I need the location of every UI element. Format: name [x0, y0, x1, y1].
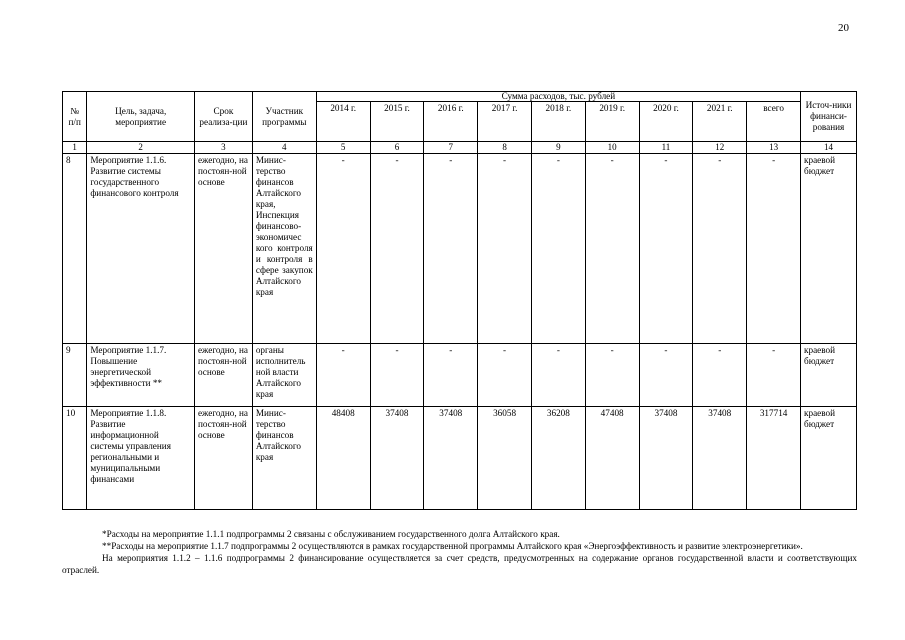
row-value: 36208 [531, 407, 585, 510]
row-participant: органы исполнитель ной власти Алтайского края [252, 344, 316, 407]
row-value: 36058 [478, 407, 532, 510]
header-year: 2015 г. [370, 102, 424, 142]
row-value: - [478, 154, 532, 344]
table-row [63, 344, 857, 407]
row-term: ежегодно, на постоян-ной основе [194, 344, 252, 407]
table-row [63, 407, 857, 510]
footnote: *Расходы на мероприятие 1.1.1 подпрограммы 2 связаны с обслуживанием государственного долга Алтайского края. [102, 529, 560, 539]
row-value: 37408 [693, 407, 747, 510]
row-source: краевой бюджет [801, 344, 857, 407]
row-value: 37408 [424, 407, 478, 510]
row-value: - [693, 344, 747, 407]
column-number: 4 [252, 142, 316, 154]
column-number: 13 [747, 142, 801, 154]
row-value: - [316, 344, 370, 407]
row-value: - [585, 154, 639, 344]
row-value-total: - [747, 154, 801, 344]
row-value: - [370, 154, 424, 344]
row-value: - [639, 344, 693, 407]
header-year: 2021 г. [693, 102, 747, 142]
footnote: На мероприятия 1.1.2 – 1.1.6 подпрограммы 2 финансирование осуществляется за счет средств, предусмотренных на содержание органов государственной власти и соответствующих отраслей. [62, 553, 857, 575]
header-num: № п/п [63, 92, 87, 142]
column-number: 12 [693, 142, 747, 154]
row-source: краевой бюджет [801, 407, 857, 510]
row-num: 10 [63, 407, 87, 510]
row-value: - [531, 344, 585, 407]
row-value: 47408 [585, 407, 639, 510]
header-year: 2017 г. [478, 102, 532, 142]
page-number: 20 [838, 22, 849, 34]
column-number: 9 [531, 142, 585, 154]
header-source: Источ-ники финанси-рования [801, 92, 857, 142]
row-value: - [531, 154, 585, 344]
row-value: - [478, 344, 532, 407]
row-value-total: - [747, 344, 801, 407]
row-goal: Мероприятие 1.1.8. Развитие информационной системы управления региональными и муниципальными финансами [87, 407, 195, 510]
column-number: 5 [316, 142, 370, 154]
row-value: - [316, 154, 370, 344]
header-year: 2014 г. [316, 102, 370, 142]
header-year: 2018 г. [531, 102, 585, 142]
column-number: 2 [87, 142, 195, 154]
column-number: 3 [194, 142, 252, 154]
header-goal: Цель, задача, мероприятие [87, 92, 195, 142]
table-row [63, 154, 857, 344]
footnote: **Расходы на мероприятие 1.1.7 подпрограммы 2 осуществляются в рамках государственной программы Алтайского края «Энергоэффективность и развитие электроэнергетики». [102, 541, 803, 551]
row-value: 37408 [370, 407, 424, 510]
footnotes [62, 528, 857, 576]
column-number: 8 [478, 142, 532, 154]
row-value: - [370, 344, 424, 407]
row-participant: Минис-терство финансов Алтайского края, Инспекция финансово-экономичес кого контроля и контроля в сфере закупок Алтайского края [252, 154, 316, 344]
row-value-total: 317714 [747, 407, 801, 510]
row-value: 37408 [639, 407, 693, 510]
expenses-table [62, 91, 857, 510]
row-value: - [424, 344, 478, 407]
row-value: - [424, 154, 478, 344]
header-year: 2020 г. [639, 102, 693, 142]
column-number: 1 [63, 142, 87, 154]
header-year: 2019 г. [585, 102, 639, 142]
row-value: - [639, 154, 693, 344]
row-value: - [585, 344, 639, 407]
row-source: краевой бюджет [801, 154, 857, 344]
row-goal: Мероприятие 1.1.7. Повышение энергетической эффективности ** [87, 344, 195, 407]
column-number: 7 [424, 142, 478, 154]
column-number: 14 [801, 142, 857, 154]
row-num: 8 [63, 154, 87, 344]
row-goal: Мероприятие 1.1.6. Развитие системы государственного финансового контроля [87, 154, 195, 344]
row-value: - [693, 154, 747, 344]
header-sum: Сумма расходов, тыс. рублей [316, 92, 800, 102]
row-term: ежегодно, на постоян-ной основе [194, 407, 252, 510]
row-value: 48408 [316, 407, 370, 510]
column-number: 11 [639, 142, 693, 154]
row-participant: Минис-терство финансов Алтайского края [252, 407, 316, 510]
header-total: всего [747, 102, 801, 142]
header-term: Срок реализа-ции [194, 92, 252, 142]
column-number-row [63, 142, 857, 154]
column-number: 10 [585, 142, 639, 154]
row-term: ежегодно, на постоян-ной основе [194, 154, 252, 344]
column-number: 6 [370, 142, 424, 154]
header-participant: Участник программы [252, 92, 316, 142]
header-year: 2016 г. [424, 102, 478, 142]
row-num: 9 [63, 344, 87, 407]
